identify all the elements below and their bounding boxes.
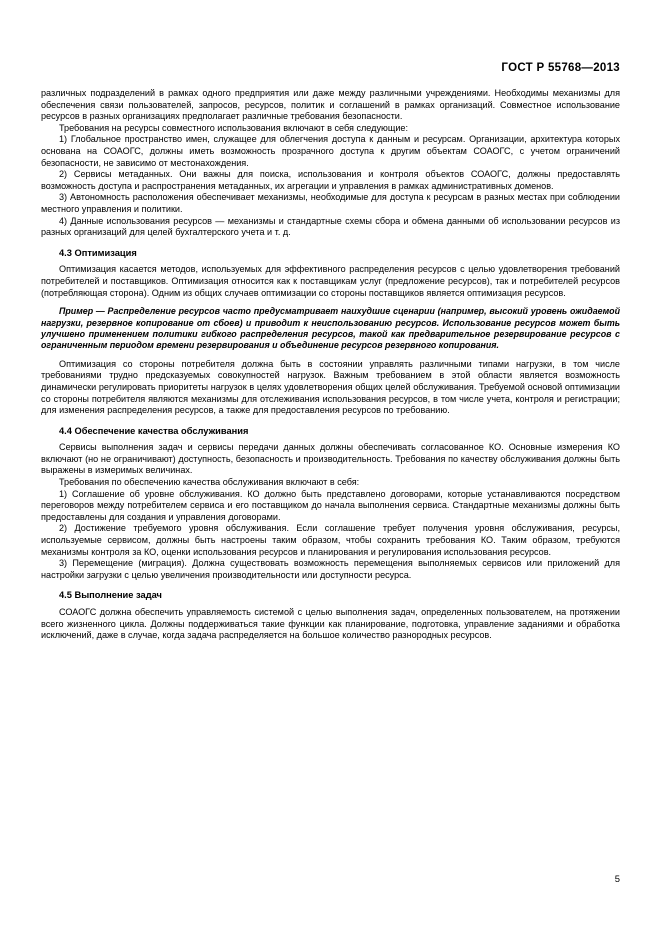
section-number: 4.5 [59, 590, 72, 601]
spacer [41, 352, 620, 359]
list-item: 1) Глобальное пространство имен, служащее для облегчения доступа к данным и ресурсам. Организации, архитектура которых основана на СОАОГС, должны иметь возможность прозрачного доступа к другим объектам СОАОГС, с учетом ограничений безопасности, не зависимо от местонахождения. [41, 134, 620, 168]
section-number: 4.3 [59, 247, 72, 258]
list-item: 3) Автономность расположения обеспечивает механизмы, необходимые для доступа к ресурсам в разных местах при соблюдении местного управления и политики. [41, 192, 620, 214]
section-title: Обеспечение качества обслуживания [74, 425, 249, 436]
paragraph: Оптимизация касается методов, используемых для эффективного распределения ресурсов с целью удовлетворения требований потребителей и поставщиков. Оптимизация относится как к поставщикам услуг (предложение ресурсов), так и потребителей ресурсов (потребляющая сторона). Одним из общих случаев оптимизации со стороны поставщиков является оптимизация ресурсов. [41, 264, 620, 298]
section-heading-4-3 [59, 248, 620, 260]
page-number: 5 [614, 873, 620, 884]
paragraph: Оптимизация со стороны потребителя должна быть в состоянии управлять различными типами нагрузки, в том числе требованиями трудно предсказуемых совокупностей нагрузок. Важным требованием в этой области является возможность динамически регулировать приоритеты нагрузок в целях удовлетворения общих целей обслуживания. Требуемой основой оптимизации со стороны потребителя являются механизмы для отслеживания использования ресурсов, в том числе учета, контроля и регистрации; для изменения распределения ресурсов, а также для предоставления ресурсов по требованию. [41, 358, 620, 416]
page-header: ГОСТ Р 55768—2013 [501, 62, 620, 74]
section-number: 4.4 [59, 425, 72, 436]
paragraph: СОАОГС должна обеспечить управляемость системой с целью выполнения задач, определенных пользователем, на протяжении всего жизненного цикла. Должны поддерживаться такие функции как планирование, подготовка, управление заданиями и обработка исключений, даже в случае, когда задача распределяется на большое количество разнородных ресурсов. [41, 607, 620, 641]
section-heading-4-5 [59, 590, 620, 602]
document-body [41, 88, 620, 642]
paragraph: различных подразделений в рамках одного предприятия или даже между различными учреждениями. Необходимы механизмы для обеспечения связи пользователей, запросов, ресурсов, политик и соглашений в рамках организаций. Совместное использование ресурсов в разных организациях предполагает различные требования безопасности. [41, 88, 620, 122]
example-note: Пример — Распределение ресурсов часто предусматривает наихудшие сценарии (например, высокий уровень ожидаемой нагрузки, резервное копирование от сбоев) и приводит к неиспользованию ресурсов. Использование ресурсов может быть улучшено применением политики гибкого распределения ресурсов, такой как предварительное резервирование ресурсов с ограниченным периодом времени резервирования и объединение ресурсов резервного копирования. [41, 306, 620, 351]
list-item: 1) Соглашение об уровне обслуживания. КО должно быть представлено договорами, которые устанавливаются посредством переговоров между потребителем сервиса и его поставщиком до начала выполнения сервиса. Стандартные механизмы должны быть предоставлены для создания и управления договорами. [41, 488, 620, 522]
section-heading-4-4 [59, 426, 620, 438]
list-item: 3) Перемещение (миграция). Должна существовать возможность перемещения выполняемых сервисов или приложений для настройки загрузки с целью увеличения производительности или доступности ресурса. [41, 558, 620, 580]
list-item: 2) Сервисы метаданных. Они важны для поиска, использования и контроля объектов СОАОГС, должны предоставлять возможность доступа и распространения метаданных, их агрегации и управления в рамках административных доменов. [41, 169, 620, 191]
section-title: Оптимизация [74, 247, 137, 258]
section-title: Выполнение задач [74, 590, 162, 601]
list-item: 4) Данные использования ресурсов — механизмы и стандартные схемы сбора и обмена данными об использовании ресурсов из разных организаций для целей бухгалтерского учета и т. д. [41, 215, 620, 238]
paragraph: Требования на ресурсы совместного использования включают в себя следующие: [59, 122, 408, 133]
list-item: 2) Достижение требуемого уровня обслуживания. Если соглашение требует получения уровня обслуживания, ресурсы, используемые сервисом, должны быть настроены таким образом, чтобы сохранить требования КО. Таким образом, требуются механизмы контроля за КО, оценки использования ресурсов и планирования и регулирования использования ресурсов. [41, 523, 620, 557]
paragraph: Требования по обеспечению качества обслуживания включают в себя: [59, 477, 360, 488]
paragraph: Сервисы выполнения задач и сервисы передачи данных должны обеспечивать согласованное КО. Основные измерения КО включают (но не ограничивают) доступность, безопасность и производительность. Требования по качеству обслуживания должны быть выражены в измеримых величинах. [41, 442, 620, 476]
